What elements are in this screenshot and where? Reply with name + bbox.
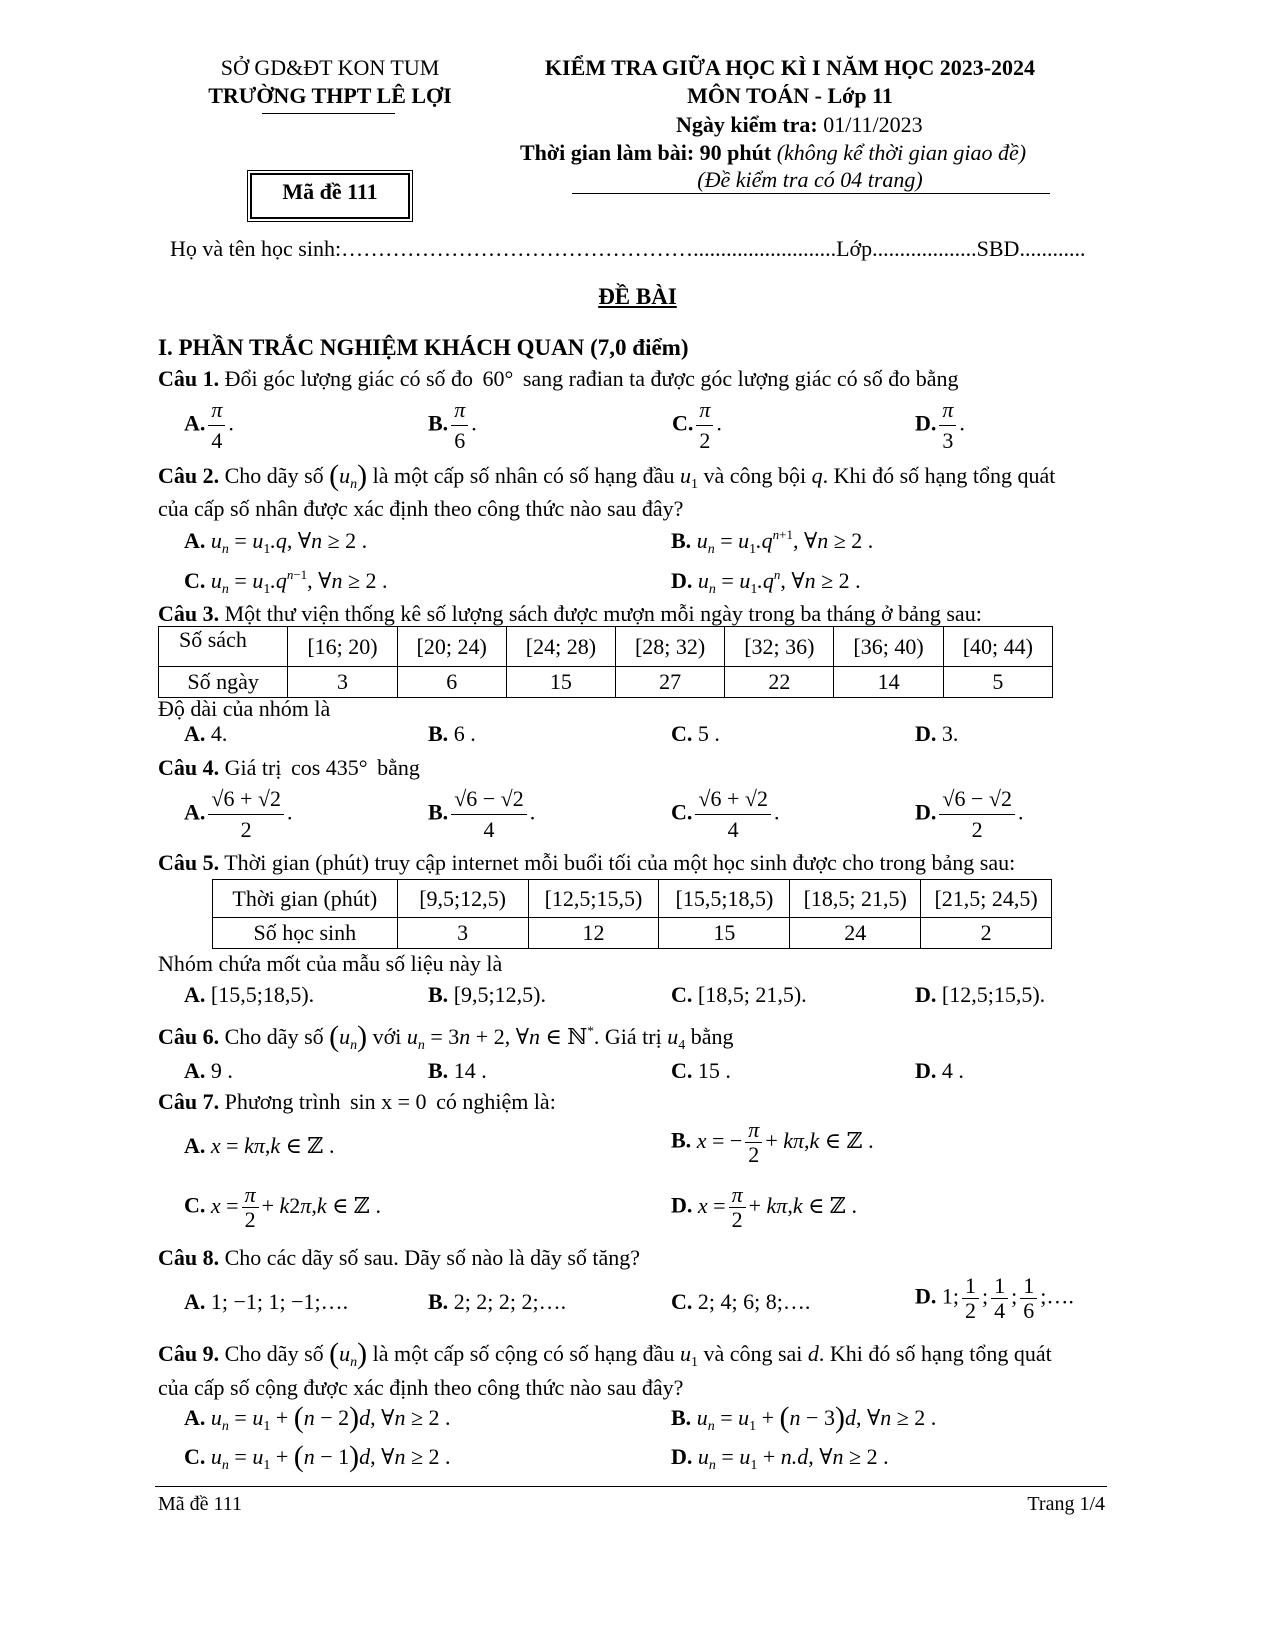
q5-group-cell: [9,5;12,5) — [397, 880, 528, 918]
frac-num: π — [939, 395, 956, 426]
option-label: D. — [915, 1058, 937, 1083]
option-label: C. — [671, 1289, 693, 1314]
option-value: 1; — [941, 1283, 960, 1309]
header-divider — [572, 193, 1050, 194]
q5-group-cell: [18,5; 21,5) — [790, 880, 921, 918]
q9-option-b[interactable]: B. $u_n = u_1 + (n - 3)d$, ∀n ≥ 2 . — [671, 1401, 937, 1434]
q3-row-head: Số ngày — [159, 667, 288, 698]
option-label: B. — [428, 721, 449, 746]
option-label: C. — [671, 982, 693, 1007]
footer-exam-code: Mã đề 111 — [158, 1493, 243, 1515]
q7-tail: có nghiệm là: — [436, 1089, 556, 1114]
q9-text: là một cấp số cộng có số hạng đầu — [372, 1341, 675, 1366]
q2-option-b[interactable]: B. $u_n = u_1.q^{n+1}$, ∀n ≥ 2 . — [671, 527, 874, 557]
q8-option-c[interactable] — [671, 1288, 810, 1316]
exam-title: KIỂM TRA GIỮA HỌC KÌ I NĂM HỌC 2023-2024 — [544, 55, 1036, 80]
q3-table — [158, 626, 1053, 698]
question-1 — [158, 365, 959, 393]
option-value: 2; 4; 6; 8;…. — [697, 1289, 811, 1314]
q6-option-d[interactable] — [915, 1057, 964, 1085]
q3-text: Một thư viện thống kê số lượng sách được mượn mỗi ngày trong ba tháng ở bảng sau: — [224, 601, 982, 626]
option-value: 3. — [941, 721, 959, 746]
option-label: D. — [671, 1444, 693, 1469]
q3-group-cell: [40; 44) — [943, 627, 1052, 667]
option-label: B. — [428, 982, 449, 1007]
q3-question: Độ dài của nhóm là — [158, 696, 331, 721]
q5-table-row-counts — [213, 918, 1052, 949]
question-5 — [158, 849, 1015, 877]
option-label: D. — [671, 1192, 693, 1218]
q3-group-cell: [36; 40) — [834, 627, 943, 667]
section-title: ĐỀ BÀI — [598, 284, 677, 309]
q3-row-head: Số sách — [159, 627, 288, 667]
student-info-line: Họ và tên học sinh:…………………………………………..........................Lớp...................SBD............ — [170, 236, 1086, 261]
q5-label: Câu 5. — [158, 850, 220, 875]
option-label: D. — [915, 1283, 937, 1309]
q7-option-c[interactable]: C. x = $\frac{\pi}{2}$ + k2π,k ∈ ℤ . — [184, 1182, 381, 1232]
q1-options — [184, 395, 1084, 455]
question-2: Câu 2. Cho dãy số $(u_n)$ là một cấp số nhân có số hạng đầu $u_1$ và công bội q. Khi đó số hạng tổng quát — [158, 459, 1056, 492]
q3-group-cell: [32; 36) — [725, 627, 834, 667]
q5-question: Nhóm chứa mốt của mẫu số liệu này là — [158, 951, 503, 976]
option-label: A. — [184, 1058, 206, 1083]
q9-option-c[interactable]: C. $u_n = u_1 + (n - 1)d$, ∀n ≥ 2 . — [184, 1440, 451, 1473]
q5-count-cell: 3 — [397, 918, 528, 949]
option-label: C. — [184, 568, 206, 593]
q3-table-row-counts — [159, 667, 1053, 698]
q3-group-cell: [28; 32) — [616, 627, 725, 667]
frac-den: 2 — [699, 428, 711, 453]
option-value: 5 . — [697, 721, 720, 746]
q3-group-cell: [24; 28) — [506, 627, 615, 667]
frac-num: π — [451, 395, 468, 426]
q5-count-cell: 2 — [921, 918, 1052, 949]
q2-text-b: và công bội — [703, 463, 807, 488]
option-value: 6 . — [453, 721, 476, 746]
q5-table — [212, 879, 1052, 949]
question-4 — [158, 754, 420, 782]
date-value: 01/11/2023 — [823, 112, 923, 137]
q8-option-b[interactable] — [428, 1288, 566, 1316]
option-label: A. — [184, 1405, 206, 1430]
q1-text-tail: sang rađian ta được góc lượng giác có số đo bằng — [522, 366, 959, 391]
footer-divider — [155, 1486, 1107, 1487]
option-value: 9 . — [210, 1058, 233, 1083]
q2-label: Câu 2. — [158, 463, 220, 488]
q8-label: Câu 8. — [158, 1245, 220, 1270]
frac-den: 4 — [727, 817, 739, 842]
option-label: A. — [184, 721, 206, 746]
q8-option-a[interactable] — [184, 1288, 348, 1316]
q8-text: Cho các dãy số sau. Dãy số nào là dãy số tăng? — [224, 1245, 641, 1270]
frac-den: 6 — [454, 428, 466, 453]
q3-count-cell: 27 — [616, 667, 725, 698]
q2-line-2: của cấp số nhân được xác định theo công thức nào sau đây? — [158, 496, 684, 521]
q3-group-cell: [16; 20) — [288, 627, 397, 667]
date-label: Ngày kiểm tra: — [676, 112, 818, 137]
q5-table-row-groups — [213, 880, 1052, 918]
question-9: Câu 9. Cho dãy số $(u_n)$ là một cấp số cộng có số hạng đầu $u_1$ và công sai d. Khi đó số hạng tổng quát — [158, 1337, 1052, 1370]
frac-den: 2 — [971, 817, 983, 842]
q4-tail: bằng — [377, 755, 420, 780]
q3-count-cell: 14 — [834, 667, 943, 698]
option-label: B. — [428, 1058, 449, 1083]
pages-note: (Đề kiểm tra có 04 trang) — [697, 167, 923, 192]
department-name: SỞ GD&ĐT KON TUM — [220, 55, 440, 80]
frac-den: 4 — [211, 428, 223, 453]
q9-option-a[interactable]: A. $u_n = u_1 + (n - 2)d$, ∀n ≥ 2 . — [184, 1401, 451, 1434]
q6-tail: . Giá trị — [593, 1024, 662, 1049]
q9-pre: Cho dãy số — [224, 1341, 324, 1366]
part1-heading: I. PHẦN TRẮC NGHIỆM KHÁCH QUAN (7,0 điểm) — [158, 335, 689, 360]
q5-option-b[interactable] — [428, 981, 546, 1009]
option-label: C. — [671, 799, 693, 825]
q7-option-d[interactable]: D. x = $\frac{\pi}{2}$ + kπ,k ∈ ℤ . — [671, 1182, 857, 1232]
school-underline — [262, 113, 395, 114]
option-label: D. — [915, 721, 937, 746]
q7-text: Phương trình — [224, 1089, 341, 1114]
duration-label: Thời gian làm bài: 90 phút — [520, 140, 772, 165]
option-value: [12,5;15,5). — [941, 982, 1046, 1007]
q2-option-c[interactable]: C. $u_n = u_1.q^{n-1}$, ∀n ≥ 2 . — [184, 567, 388, 597]
option-label: B. — [671, 528, 692, 553]
option-label: C. — [184, 1192, 206, 1218]
exam-date — [676, 111, 923, 139]
option-label: A. — [184, 982, 206, 1007]
q4-option-d[interactable]: D. $\frac{√6 - √2}{2}$ . — [915, 784, 1023, 845]
frac-num: √6 − √2 — [451, 784, 527, 815]
option-label: D. — [671, 568, 693, 593]
q3-option-d[interactable] — [915, 720, 958, 748]
frac-den: 2 — [240, 817, 252, 842]
q4-option-a[interactable]: A. $\frac{√6 + √2}{2}$ . — [184, 784, 292, 845]
q6-pre: Cho dãy số — [224, 1024, 324, 1049]
q5-count-cell: 12 — [528, 918, 659, 949]
option-value: 15 . — [697, 1058, 731, 1083]
option-label: C. — [184, 1444, 206, 1469]
q9-label: Câu 9. — [158, 1341, 220, 1366]
frac-num: √6 + √2 — [208, 784, 284, 815]
frac-num: √6 − √2 — [939, 784, 1015, 815]
option-value: [9,5;12,5). — [453, 982, 546, 1007]
option-value: 1; −1; 1; −1;…. — [210, 1289, 349, 1314]
q5-row-head: Thời gian (phút) — [213, 880, 398, 918]
option-label: B. — [428, 799, 449, 825]
option-value: 14 . — [453, 1058, 487, 1083]
footer-page-number: Trang 1/4 — [1027, 1493, 1105, 1515]
option-label: C. — [672, 410, 694, 436]
option-label: A. — [184, 1133, 206, 1158]
q6-option-b[interactable] — [428, 1057, 487, 1085]
q5-group-cell: [21,5; 24,5) — [921, 880, 1052, 918]
q6-option-a[interactable] — [184, 1057, 233, 1085]
option-label: D. — [915, 982, 937, 1007]
option-value: [18,5; 21,5). — [697, 982, 807, 1007]
q3-option-b[interactable] — [428, 720, 476, 748]
q8-option-d[interactable]: D. 1; $\frac{1}{2}$ ; $\frac{1}{4}$ ; $\frac{1}{6}$ ;…. — [915, 1273, 1074, 1323]
option-label: A. — [184, 799, 206, 825]
question-3 — [158, 600, 982, 628]
q7-equation: sin x = 0 — [349, 1089, 427, 1114]
q3-option-c[interactable] — [671, 720, 720, 748]
q2-option-a[interactable]: A. $u_n = u_1.q$, ∀n ≥ 2 . — [184, 528, 368, 557]
exam-code: Mã đề 111 — [282, 179, 378, 204]
q3-option-a[interactable] — [184, 720, 227, 748]
q7-option-a[interactable]: A. x = kπ,k ∈ ℤ . — [184, 1133, 335, 1158]
option-label: B. — [428, 1289, 449, 1314]
q3-count-cell: 6 — [397, 667, 506, 698]
option-label: B. — [671, 1127, 692, 1153]
frac-den: 4 — [483, 817, 495, 842]
q6-label: Câu 6. — [158, 1024, 220, 1049]
q9-text-b: và công sai — [703, 1341, 803, 1366]
q1-option-b[interactable]: B. $\frac{\pi}{6}$ . — [428, 395, 477, 456]
q4-label: Câu 4. — [158, 755, 220, 780]
subject-title: MÔN TOÁN - Lớp 11 — [687, 83, 893, 108]
q5-option-a[interactable] — [184, 981, 314, 1009]
q1-option-d[interactable]: D. $\frac{\pi}{3}$ . — [915, 395, 965, 456]
q3-count-cell: 15 — [506, 667, 615, 698]
q2-text: là một cấp số nhân có số hạng đầu — [372, 463, 675, 488]
q3-table-row-groups — [159, 627, 1053, 667]
frac-num: √6 + √2 — [695, 784, 771, 815]
option-value: 2; 2; 2; 2;…. — [453, 1289, 567, 1314]
school-name: TRƯỜNG THPT LÊ LỢI — [208, 83, 452, 108]
option-label: A. — [184, 1289, 206, 1314]
q5-option-d[interactable] — [915, 981, 1045, 1009]
question-6: Câu 6. Cho dãy số $(u_n)$ với $u_n = 3n + 2$, ∀n ∈ ℕ*. Giá trị $u_4$ bằng — [158, 1020, 734, 1053]
q6-mid: với — [372, 1024, 402, 1049]
option-value: 4. — [210, 721, 228, 746]
q1-angle: 60° — [482, 366, 514, 391]
q3-label: Câu 3. — [158, 601, 220, 626]
q2-text-c: . Khi đó số hạng tổng quát — [822, 463, 1056, 488]
q4-option-b[interactable]: B. $\frac{√6 - √2}{4}$ . — [428, 784, 535, 845]
q2-pre: Cho dãy số — [224, 463, 324, 488]
q5-count-cell: 24 — [790, 918, 921, 949]
frac-den: 3 — [942, 428, 954, 453]
q3-count-cell: 22 — [725, 667, 834, 698]
option-label: C. — [671, 1058, 693, 1083]
question-7 — [158, 1088, 556, 1116]
q6-option-c[interactable] — [671, 1057, 731, 1085]
q5-count-cell: 15 — [659, 918, 790, 949]
q1-option-c[interactable]: C. $\frac{\pi}{2}$ . — [672, 395, 722, 456]
question-8 — [158, 1244, 640, 1272]
q3-count-cell: 3 — [288, 667, 397, 698]
q5-group-cell: [12,5;15,5) — [528, 880, 659, 918]
frac-num: π — [208, 395, 225, 426]
q4-text: Giá trị — [224, 755, 282, 780]
option-value: [15,5;18,5). — [210, 982, 315, 1007]
q4-option-c[interactable]: C. $\frac{√6 + √2}{4}$ . — [671, 784, 779, 845]
q1-label: Câu 1. — [158, 366, 220, 391]
option-label: B. — [428, 410, 449, 436]
q2-option-d[interactable]: D. $u_n = u_1.q^n$, ∀n ≥ 2 . — [671, 567, 861, 597]
q5-group-cell: [15,5;18,5) — [659, 880, 790, 918]
q5-option-c[interactable] — [671, 981, 807, 1009]
option-label: A. — [184, 410, 206, 436]
frac-num: π — [696, 395, 713, 426]
q6-end: bằng — [690, 1024, 734, 1049]
q9-text-c: . Khi đó số hạng tổng quát — [818, 1341, 1052, 1366]
q3-count-cell: 5 — [943, 667, 1052, 698]
option-label: B. — [671, 1405, 692, 1430]
q7-label: Câu 7. — [158, 1089, 220, 1114]
q1-text: Đổi góc lượng giác có số đo — [224, 366, 474, 391]
q9-option-d[interactable]: D. $u_n = u_1 + n.d$, ∀n ≥ 2 . — [671, 1444, 889, 1473]
exam-duration — [520, 139, 1026, 167]
q4-expr: cos 435° — [290, 755, 368, 780]
option-label: C. — [671, 721, 693, 746]
option-label: A. — [184, 528, 206, 553]
duration-note: (không kể thời gian giao đề) — [776, 140, 1027, 165]
q9-line-2: của cấp số cộng được xác định theo công thức nào sau đây? — [158, 1375, 684, 1400]
q3-group-cell: [20; 24) — [397, 627, 506, 667]
option-label: D. — [915, 410, 937, 436]
q5-row-head: Số học sinh — [213, 918, 398, 949]
option-value: 4 . — [941, 1058, 964, 1083]
q1-option-a[interactable]: A. $\frac{\pi}{4}$ . — [184, 395, 234, 456]
q7-option-b[interactable]: B. x = − $\frac{\pi}{2}$ + kπ,k ∈ ℤ . — [671, 1117, 874, 1167]
q5-text: Thời gian (phút) truy cập internet mỗi buổi tối của một học sinh được cho trong bảng sau: — [224, 850, 1016, 875]
option-label: D. — [915, 799, 937, 825]
